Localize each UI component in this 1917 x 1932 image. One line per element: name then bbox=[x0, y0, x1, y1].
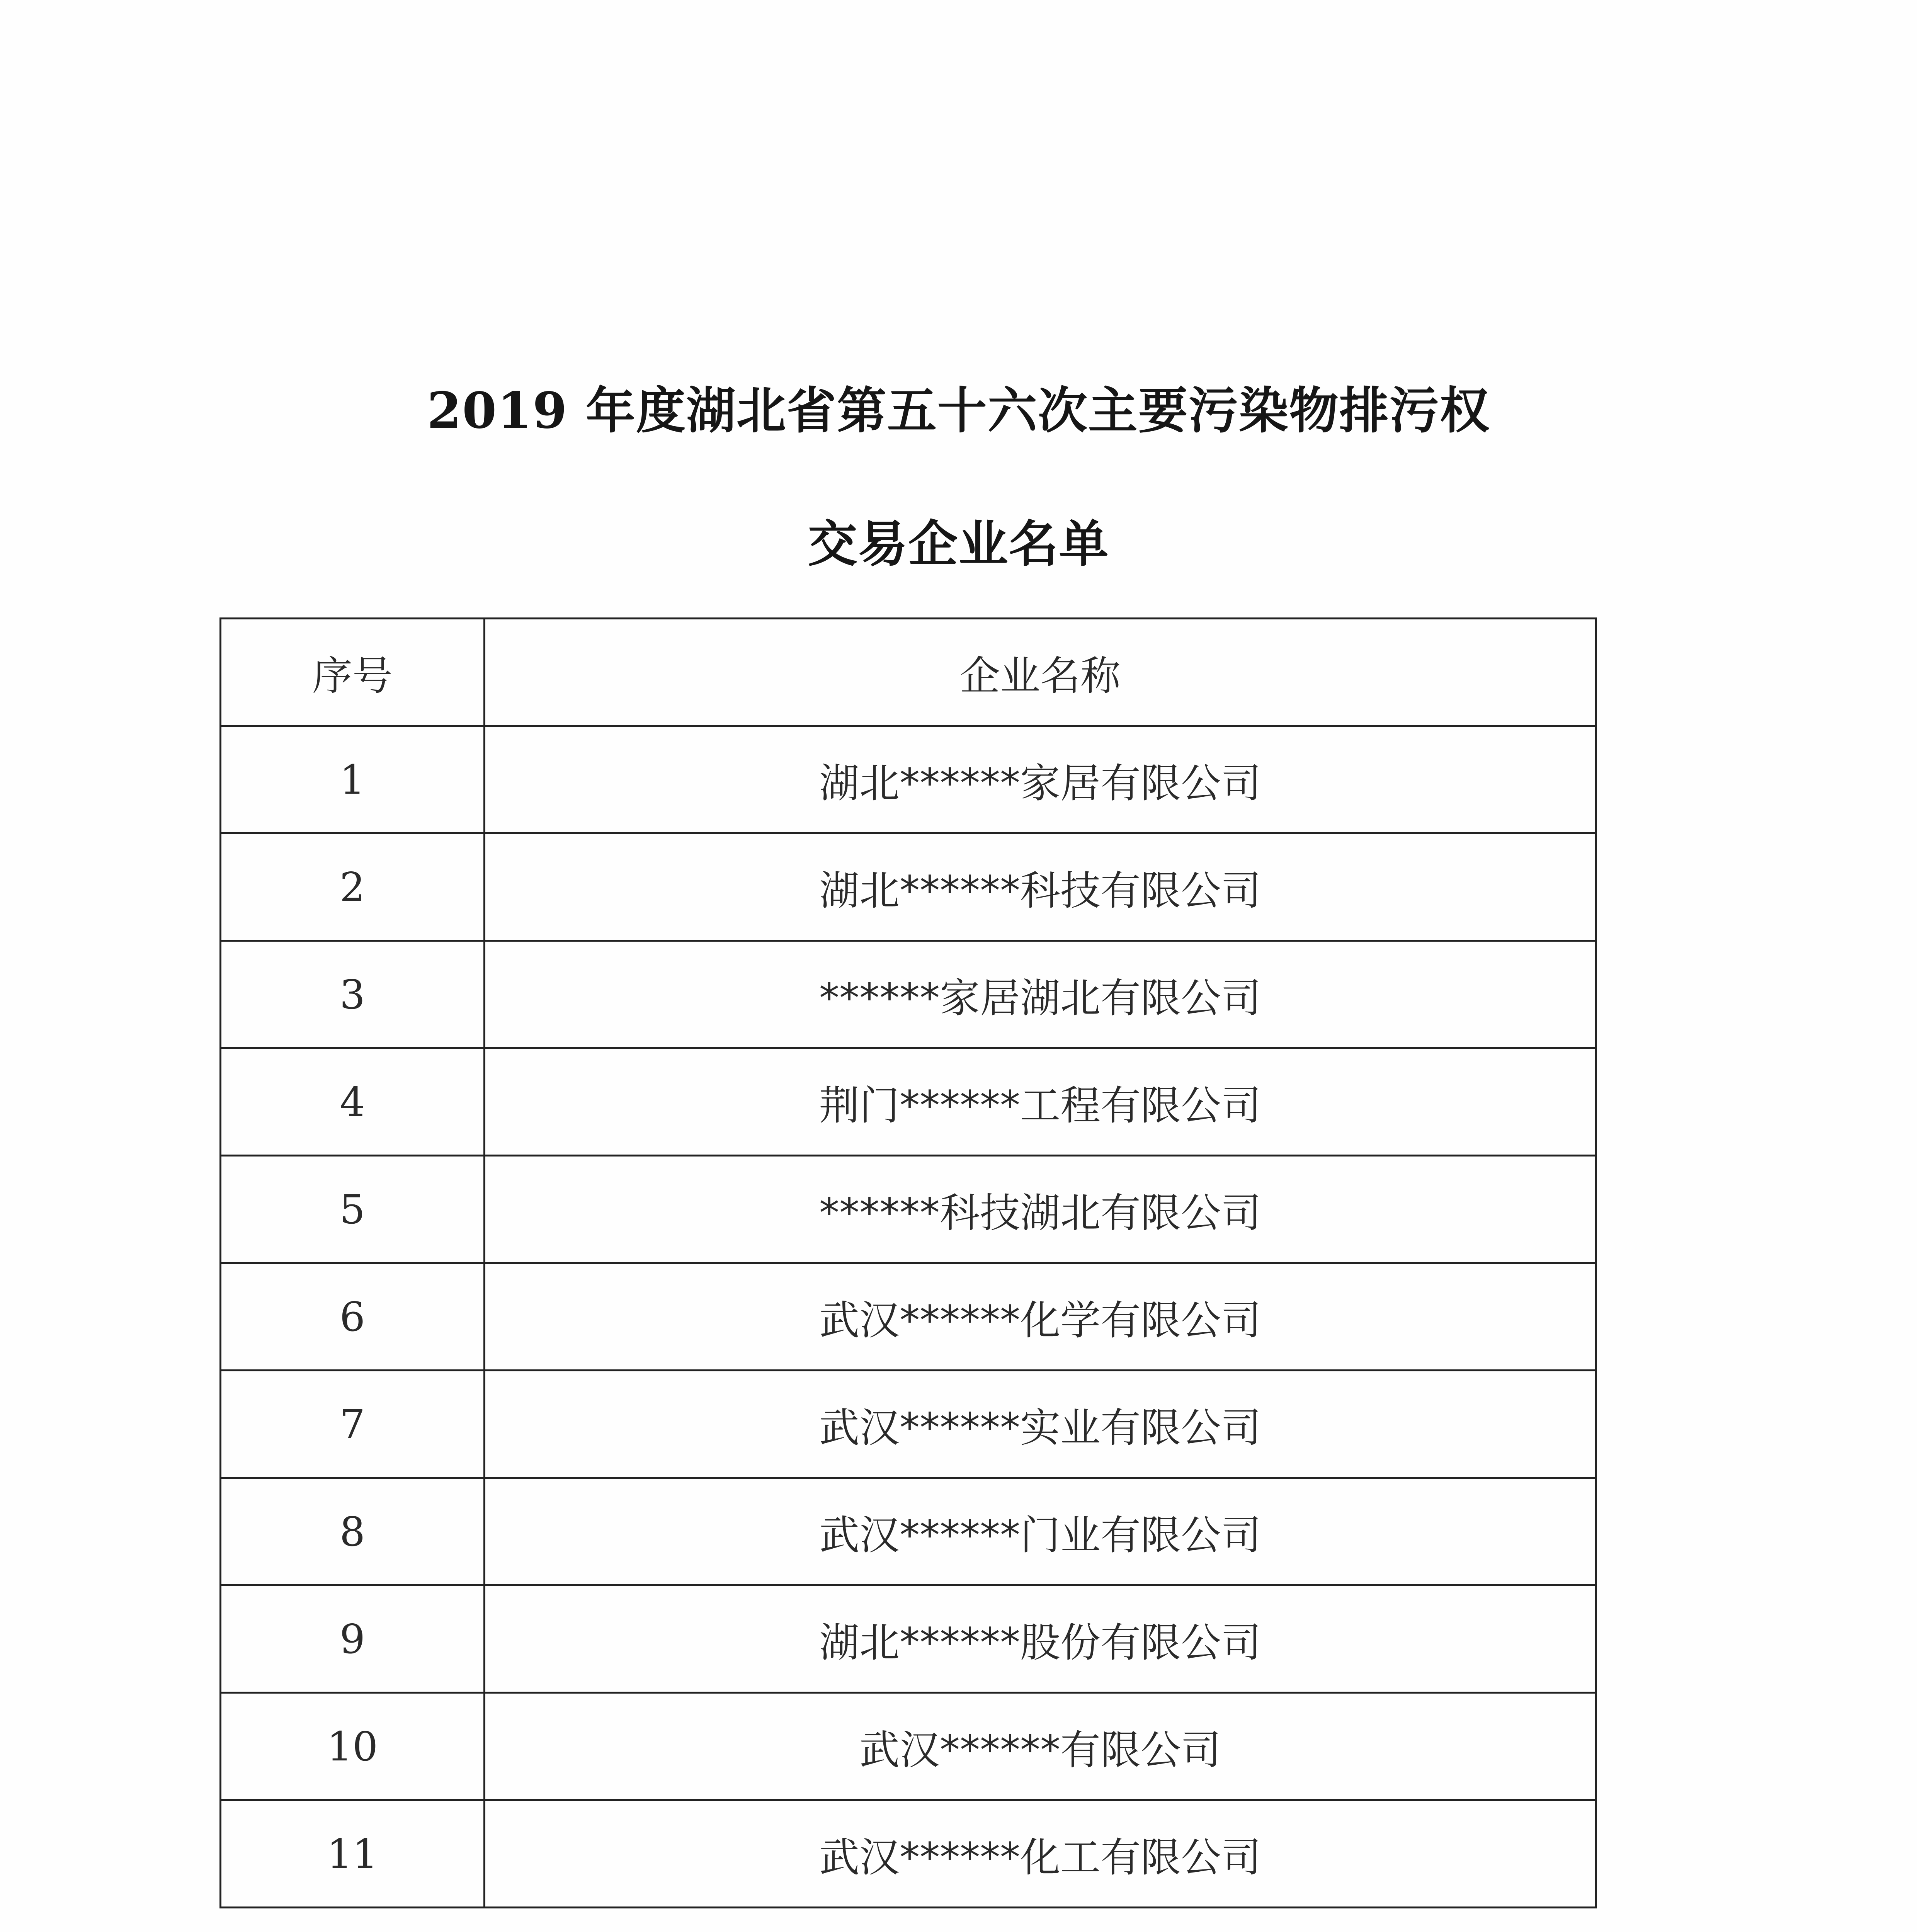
table-row bbox=[221, 1048, 1596, 1156]
table-row bbox=[221, 1263, 1596, 1371]
header-index: 序号 bbox=[221, 619, 485, 726]
row-index: 11 bbox=[221, 1800, 485, 1908]
document-title: 2019 年度湖北省第五十六次主要污染物排污权 bbox=[427, 382, 1490, 440]
table-row bbox=[221, 941, 1596, 1048]
company-list-table bbox=[219, 617, 1597, 1908]
row-company-name: 湖北******股份有限公司 bbox=[485, 1585, 1596, 1693]
row-company-name: 武汉******化学有限公司 bbox=[485, 1263, 1596, 1371]
row-index: 7 bbox=[221, 1371, 485, 1478]
row-company-name: 湖北******科技有限公司 bbox=[485, 833, 1596, 941]
header-company-name: 企业名称 bbox=[485, 619, 1596, 726]
table-row bbox=[221, 833, 1596, 941]
table-row bbox=[221, 1800, 1596, 1908]
row-index: 10 bbox=[221, 1693, 485, 1800]
row-index: 3 bbox=[221, 941, 485, 1048]
row-index: 5 bbox=[221, 1156, 485, 1263]
row-index: 8 bbox=[221, 1478, 485, 1585]
row-index: 9 bbox=[221, 1585, 485, 1693]
table-row bbox=[221, 1585, 1596, 1693]
row-index: 4 bbox=[221, 1048, 485, 1156]
row-index: 1 bbox=[221, 726, 485, 833]
row-index: 6 bbox=[221, 1263, 485, 1371]
row-company-name: 湖北******家居有限公司 bbox=[485, 726, 1596, 833]
table-row bbox=[221, 1478, 1596, 1585]
row-company-name: 武汉******门业有限公司 bbox=[485, 1478, 1596, 1585]
row-index: 2 bbox=[221, 833, 485, 941]
table-header-row bbox=[221, 619, 1596, 726]
row-company-name: ******科技湖北有限公司 bbox=[485, 1156, 1596, 1263]
table-row bbox=[221, 1693, 1596, 1800]
row-company-name: 荆门******工程有限公司 bbox=[485, 1048, 1596, 1156]
row-company-name: 武汉******化工有限公司 bbox=[485, 1800, 1596, 1908]
row-company-name: 武汉******有限公司 bbox=[485, 1693, 1596, 1800]
row-company-name: ******家居湖北有限公司 bbox=[485, 941, 1596, 1048]
table-row bbox=[221, 1156, 1596, 1263]
document-subtitle: 交易企业名单 bbox=[808, 515, 1109, 573]
row-company-name: 武汉******实业有限公司 bbox=[485, 1371, 1596, 1478]
table-row bbox=[221, 726, 1596, 833]
table-row bbox=[221, 1371, 1596, 1478]
